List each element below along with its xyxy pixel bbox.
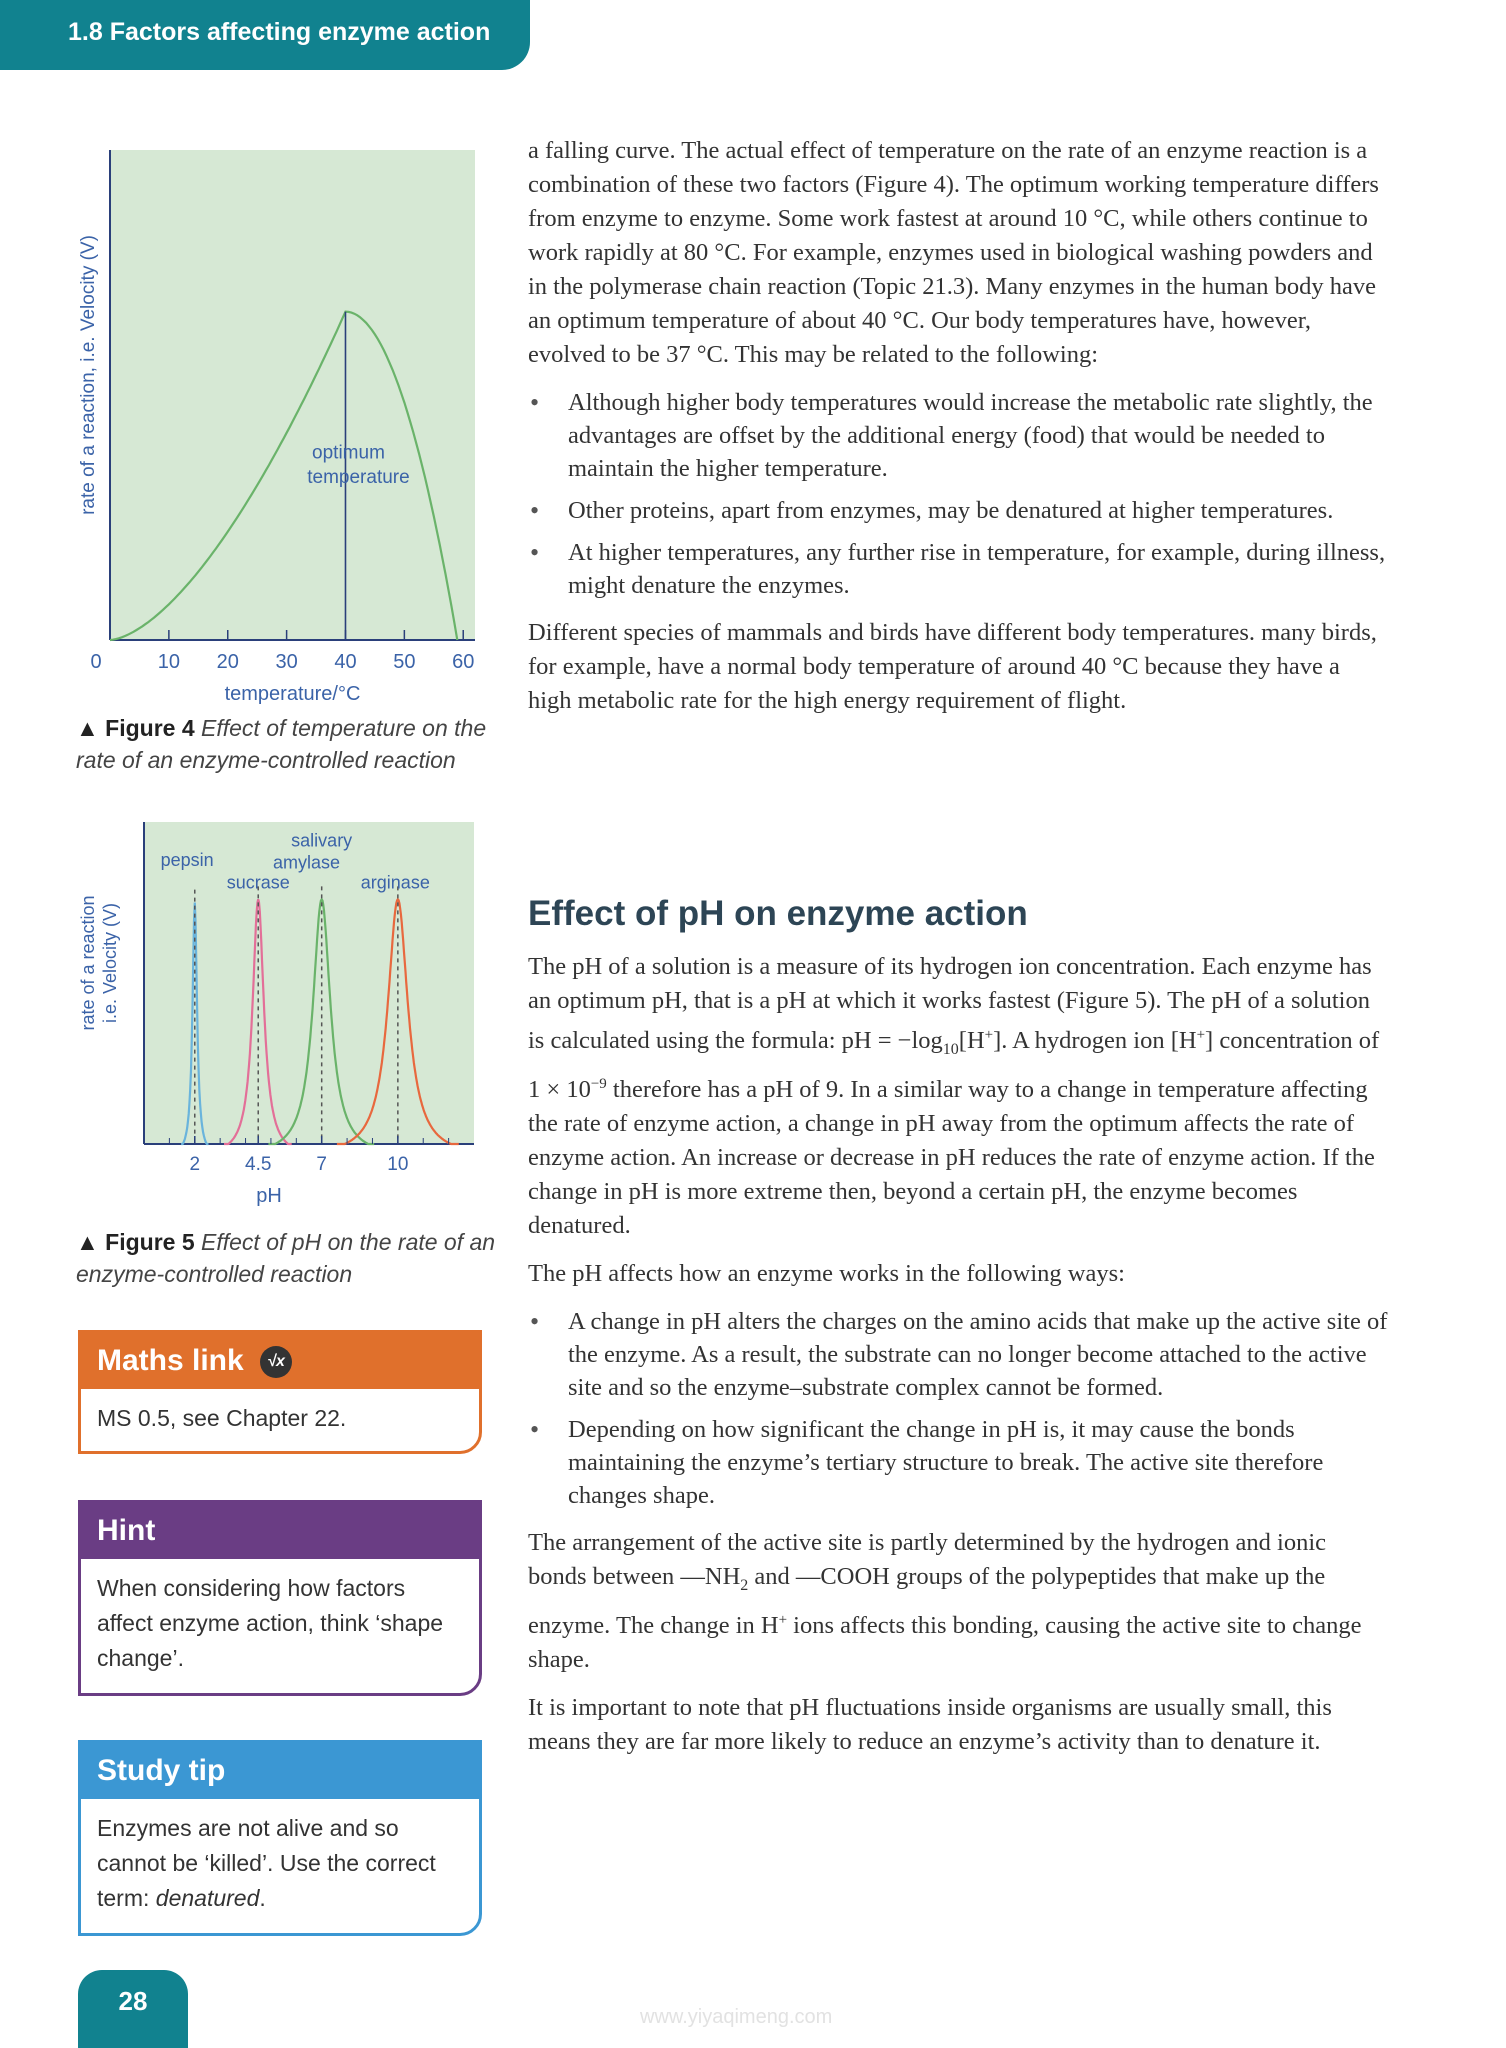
- figure-5-caption-text: Effect of pH on the rate of an enzyme-controlled reaction: [76, 1229, 496, 1287]
- list-item: • Although higher body temperatures would increase the metabolic rate slightly, the advantages are offset by the additional energy (food) that would be needed to maintain the higher temperature.: [528, 386, 1388, 485]
- maths-link-header: [81, 1333, 479, 1389]
- p3-text-c: ]. A hydrogen ion [H: [993, 1027, 1197, 1055]
- paragraph-3: [528, 950, 1388, 1243]
- list-item: • At higher temperatures, any further rise in temperature, for example, during illness, might denature the enzymes.: [528, 536, 1388, 602]
- bullet-list-2: [528, 1305, 1388, 1512]
- x-tick-label: 4.5: [245, 1154, 272, 1175]
- x-tick-label: 10: [157, 651, 180, 673]
- figure-4-caption-text: Effect of temperature on the rate of an enzyme-controlled reaction: [76, 715, 487, 773]
- list-item: • Depending on how significant the change in pH is, it may cause the bonds maintaining the enzyme’s tertiary structure to break. The active site therefore changes shape.: [528, 1413, 1388, 1512]
- figure-5-ph-chart: [70, 812, 490, 1232]
- series-label: arginase: [360, 872, 430, 893]
- p3-text-b: [H: [958, 1027, 985, 1055]
- body-column-bottom: [528, 950, 1388, 1759]
- square-root-icon: √x: [260, 1346, 292, 1378]
- optimum-label-line1: optimum: [312, 442, 385, 464]
- x-tick-label: 40: [334, 651, 357, 673]
- paragraph-5: [528, 1526, 1388, 1677]
- x-axis-label: temperature/°C: [224, 683, 361, 705]
- figure-4-caption: ▲ Figure 4 Effect of temperature on the rate of an enzyme-controlled reaction: [76, 715, 487, 773]
- series-label: pepsin: [160, 849, 214, 870]
- chapter-title: 1.8 Factors affecting enzyme action: [68, 18, 491, 46]
- list-item: • A change in pH alters the charges on the amino acids that make up the active site of the enzyme. As a result, the substrate can no longer become attached to the active site and so the enzyme–substrate complex cannot be formed.: [528, 1305, 1388, 1404]
- p5-text-c: ions affects this bonding, causing the active site to change shape.: [528, 1612, 1362, 1674]
- p3-text-a: The pH of a solution is a measure of its hydrogen ion concentration. Each enzyme has an optimum pH, that is a pH at which it works fastest (Figure 5). The pH of a solution is calculated using the formula: pH = −log: [528, 953, 1372, 1055]
- watermark: www.yiyaqimeng.com: [640, 2006, 833, 2028]
- figure-4-temperature-chart: [70, 140, 490, 710]
- study-tip-end: .: [259, 1885, 266, 1911]
- paragraph-1: a falling curve. The actual effect of temperature on the rate of an enzyme reaction is a combination of these two factors (Figure 4). The optimum working temperature differs from enzyme to enzyme. Some work fastest at around 10 °C, while others continue to work rapidly at 80 °C. For example, enzymes used in biological washing powders and in the polymerase chain reaction (Topic 21.3). Many enzymes in the human body have an optimum temperature of about 40 °C. Our body temperatures have, however, evolved to be 37 °C. This may be related to the following:: [528, 137, 1379, 368]
- series-label-amylase: amylase: [272, 852, 340, 873]
- study-tip-text: Enzymes are not alive and so cannot be ‘killed’. Use the correct term:: [97, 1815, 436, 1911]
- p3-sup2: +: [1196, 1027, 1206, 1043]
- bullet-list-1: [528, 386, 1388, 602]
- plot-background: [110, 150, 475, 640]
- p5-sub: 2: [740, 1577, 749, 1595]
- x-tick-label: 7: [316, 1154, 327, 1175]
- list-item: • Other proteins, apart from enzymes, may be denatured at higher temperatures.: [528, 494, 1388, 527]
- x-tick-label: 50: [393, 651, 416, 673]
- y-axis-label: rate of a reaction, i.e. Velocity (V): [78, 235, 99, 515]
- x-tick-label: 2: [189, 1154, 201, 1175]
- hint-title: Hint: [81, 1503, 479, 1559]
- figure-5-caption: ▲ Figure 5 Effect of pH on the rate of an enzyme-controlled reaction: [76, 1229, 496, 1287]
- chapter-tab: [0, 0, 530, 70]
- study-tip-title: Study tip: [81, 1743, 479, 1799]
- paragraph-6: It is important to note that pH fluctuations inside organisms are usually small, this means they are far more likely to reduce an enzyme’s activity than to denature it.: [528, 1694, 1332, 1756]
- x-tick-label: 20: [216, 651, 239, 673]
- figure-5-label: Figure 5: [105, 1229, 195, 1255]
- study-tip-box: [78, 1740, 482, 1936]
- study-tip-term: denatured: [155, 1885, 260, 1911]
- series-label: sucrase: [226, 872, 290, 893]
- maths-link-body: MS 0.5, see Chapter 22.: [97, 1405, 347, 1431]
- series-label-salivary: salivary: [291, 830, 353, 851]
- paragraph-4: The pH affects how an enzyme works in the following ways:: [528, 1260, 1125, 1288]
- p5-sup: +: [778, 1612, 788, 1629]
- x-tick-label: 30: [275, 651, 298, 673]
- figure-4-label: Figure 4: [105, 715, 195, 741]
- body-column-top: [528, 134, 1388, 718]
- p3-sup3: −9: [590, 1076, 607, 1093]
- p3-sub: 10: [942, 1041, 959, 1059]
- section-heading: Effect of pH on enzyme action: [528, 894, 1028, 933]
- p3-text-e: therefore has a pH of 9. In a similar way to a change in temperature affecting the rate of enzyme action, a change in pH away from the optimum affects the rate of enzyme action. An increase or decrease in pH reduces the rate of enzyme action. If the change in pH is more extreme then, beyond a certain pH, the enzyme becomes denatured.: [528, 1076, 1375, 1240]
- page-number: 28: [78, 1970, 188, 2048]
- p5-text-b: and —COOH groups of the polypeptides that make up the enzyme. The change in H: [528, 1563, 1326, 1640]
- x-axis-label: pH: [256, 1185, 282, 1207]
- study-tip-body: [81, 1799, 479, 1928]
- y-axis-label-line2: i.e. Velocity (V): [100, 902, 120, 1024]
- x-tick-label: 10: [387, 1154, 409, 1175]
- maths-link-title: Maths link: [97, 1344, 244, 1377]
- paragraph-2: Different species of mammals and birds have different body temperatures. many birds, for example, have a normal body temperature of around 40 °C because they have a high metabolic rate for the high energy requirement of flight.: [528, 619, 1377, 714]
- hint-box: [78, 1500, 482, 1696]
- maths-link-box: [78, 1330, 482, 1454]
- p3-text-d: ] concentration of 1 × 10: [528, 1027, 1380, 1104]
- x-tick-label: 60: [452, 651, 475, 673]
- hint-body: When considering how factors affect enzyme action, think ‘shape change’.: [97, 1575, 444, 1671]
- p3-sup1: +: [984, 1027, 994, 1043]
- optimum-label-line2: temperature: [307, 467, 410, 489]
- p5-text-a: The arrangement of the active site is partly determined by the hydrogen and ionic bonds between —NH: [528, 1529, 1327, 1591]
- x-tick-label: 0: [90, 651, 102, 673]
- y-axis-label-line1: rate of a reaction: [78, 895, 98, 1031]
